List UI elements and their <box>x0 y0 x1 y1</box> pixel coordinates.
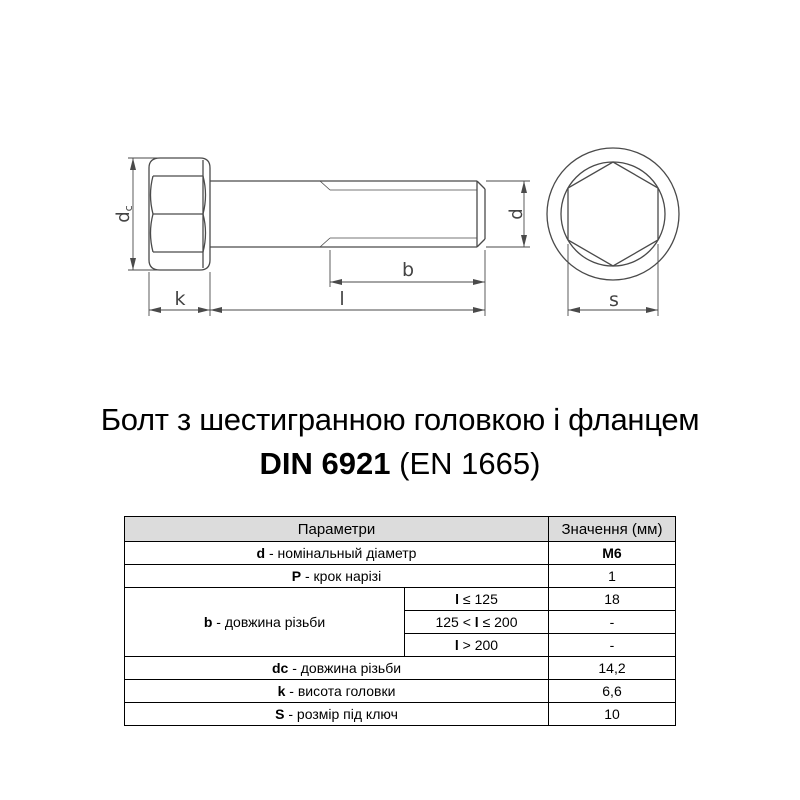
table-row <box>125 657 676 680</box>
table-row <box>125 565 676 588</box>
value-cell: 18 <box>549 588 676 611</box>
dim-label-dc: dc <box>113 205 135 223</box>
table-row <box>125 542 676 565</box>
value-cell: M6 <box>549 542 676 565</box>
table-row <box>125 703 676 726</box>
bolt-technical-drawing <box>0 0 800 340</box>
value-cell: 1 <box>549 565 676 588</box>
header-parameters: Параметри <box>125 517 549 542</box>
bolt-end-view <box>547 148 679 280</box>
dim-label-b: b <box>401 259 415 281</box>
product-title: Болт з шестигранною головкою і фланцем <box>100 402 700 437</box>
param-cell: b - довжина різьби <box>125 588 405 657</box>
table-header-row <box>125 517 676 542</box>
dim-label-l: l <box>339 288 345 310</box>
product-standard <box>0 446 800 482</box>
value-cell: 10 <box>549 703 676 726</box>
value-cell: - <box>549 611 676 634</box>
param-cell: dc - довжина різьби <box>125 657 549 680</box>
table-row <box>125 588 676 611</box>
value-cell: 14,2 <box>549 657 676 680</box>
value-cell: - <box>549 634 676 657</box>
condition-cell: 125 < l ≤ 200 <box>405 611 549 634</box>
bolt-shank <box>210 181 485 247</box>
param-cell: P - крок нарізі <box>125 565 549 588</box>
param-cell: k - висота головки <box>125 680 549 703</box>
dim-label-s: s <box>609 289 619 311</box>
param-cell: S - розмір під ключ <box>125 703 549 726</box>
table-row <box>125 680 676 703</box>
dim-label-k: k <box>174 288 186 310</box>
condition-cell: l ≤ 125 <box>405 588 549 611</box>
header-values: Значення (мм) <box>549 517 676 542</box>
param-cell: d - номінальный діаметр <box>125 542 549 565</box>
standard-din: DIN 6921 <box>259 446 391 481</box>
standard-en: (EN 1665) <box>399 446 541 481</box>
specification-table <box>124 516 676 726</box>
condition-cell: l > 200 <box>405 634 549 657</box>
value-cell: 6,6 <box>549 680 676 703</box>
bolt-head <box>149 158 210 270</box>
dim-label-d: d <box>506 208 527 220</box>
